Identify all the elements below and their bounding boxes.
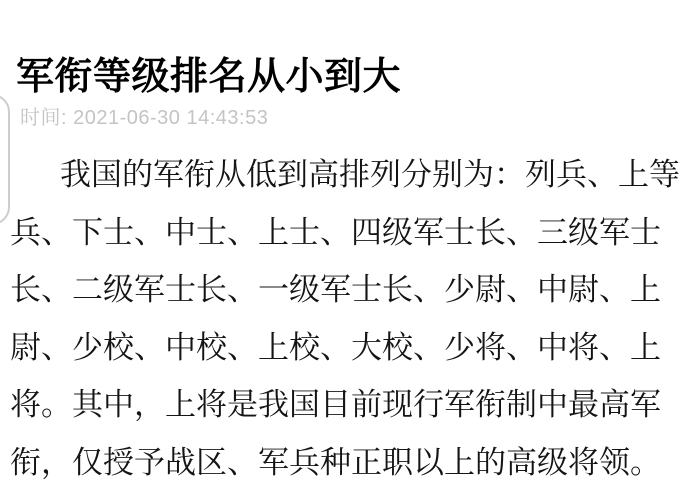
paragraph-line: 衔，仅授予战区、军兵种正职以上的高级将领。: [10, 444, 661, 480]
paragraph-line: 长、二级军士长、一级军士长、少尉、中尉、上: [10, 272, 661, 307]
publish-timestamp: 时间: 2021-06-30 14:43:53: [20, 107, 269, 129]
paragraph-line: 尉、少校、中校、上校、大校、少将、中将、上: [10, 329, 661, 365]
paragraph-line: 我国的军衔从低到高排列分别为：列兵、上等: [60, 157, 680, 192]
paragraph-line: 兵、下士、中士、上士、四级军士长、三级军士: [10, 214, 661, 250]
page-title: 军衔等级排名从小到大: [16, 56, 402, 99]
article-body: [10, 146, 687, 491]
clipped-card-border: [0, 94, 10, 225]
paragraph-line: 将。其中，上将是我国目前现行军衔制中最高军: [10, 387, 661, 422]
